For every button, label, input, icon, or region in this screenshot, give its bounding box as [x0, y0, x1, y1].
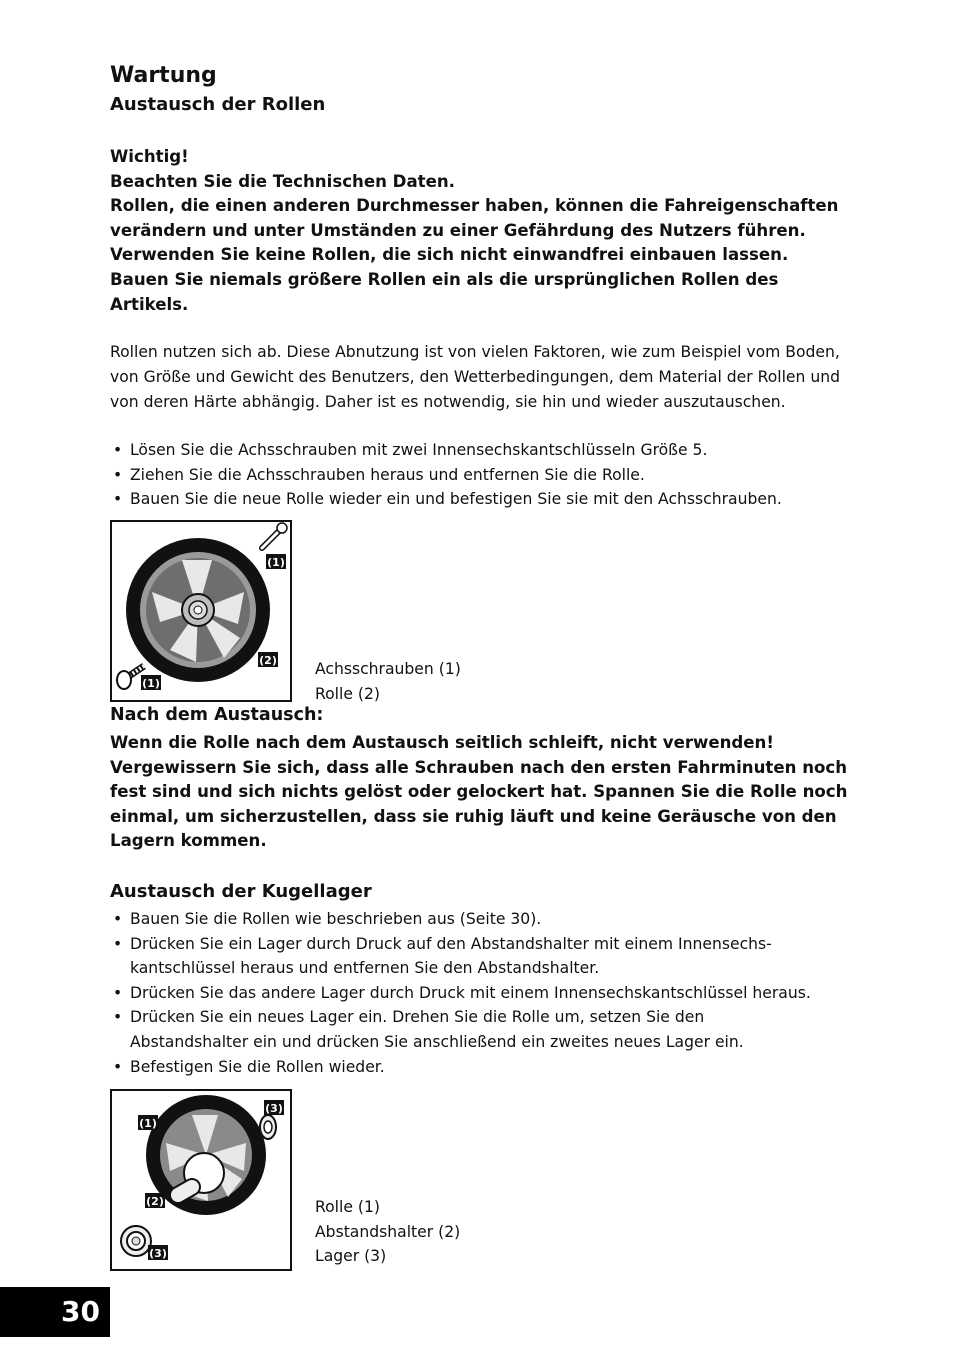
- after-block: [110, 731, 910, 854]
- bearing-icon: [121, 1226, 151, 1256]
- caption-line: Rolle (2): [315, 684, 380, 703]
- caption-line: Achsschrauben (1): [315, 660, 461, 678]
- after-line: einmal, um sicherzustellen, dass sie ruhig läuft und keine Geräusche von den: [110, 806, 837, 826]
- warning-line: Bauen Sie niemals größere Rollen ein als die ursprünglichen Rollen des: [110, 269, 779, 289]
- screw-icon: [262, 523, 287, 548]
- intro-line: Rollen nutzen sich ab. Diese Abnutzung ist von vielen Faktoren, wie zum Beispiel vom Boden,: [110, 343, 840, 361]
- list-item: • Drücken Sie das andere Lager durch Druck mit einem Innensechskantschlüssel heraus.: [110, 981, 811, 1006]
- caption-line: Rolle (1): [315, 1198, 380, 1216]
- after-line: fest sind und sich nichts gelöst oder gelockert hat. Spannen Sie die Rolle noch: [110, 782, 848, 802]
- bearing-icon: [260, 1115, 276, 1139]
- section-heading-after: Nach dem Austausch:: [110, 705, 324, 725]
- wheel-bearing-illustration: [112, 1091, 290, 1269]
- after-line: Vergewissern Sie sich, dass alle Schrauben nach den ersten Fahrminuten noch: [110, 757, 848, 777]
- section-heading-rollen: Austausch der Rollen: [110, 94, 326, 115]
- section-heading-bearings: Austausch der Kugellager: [110, 881, 372, 902]
- figure-wheel-bearings: [110, 1089, 292, 1271]
- figure1-caption: [315, 657, 461, 706]
- warning-block: [110, 145, 910, 317]
- intro-line: von Größe und Gewicht des Benutzers, den Wetterbedingungen, dem Material der Rollen und: [110, 367, 841, 386]
- steps-list-bearings: [110, 907, 811, 1079]
- after-line: Wenn die Rolle nach dem Austausch seitlich schleift, nicht verwenden!: [110, 733, 774, 752]
- page-number: 30: [0, 1287, 110, 1337]
- warning-line: Beachten Sie die Technischen Daten.: [110, 171, 455, 191]
- figure-label: (3): [149, 1247, 167, 1260]
- warning-line: Artikels.: [110, 294, 189, 314]
- list-item: • Bauen Sie die neue Rolle wieder ein und befestigen Sie sie mit den Achsschrauben.: [110, 487, 782, 512]
- intro-line: von deren Härte abhängig. Daher ist es notwendig, sie hin und wieder auszutauschen.: [110, 392, 786, 411]
- caption-line: Lager (3): [315, 1247, 387, 1266]
- list-item: • Lösen Sie die Achsschrauben mit zwei Innensechskantschlüsseln Größe 5.: [110, 438, 782, 463]
- list-item: • Drücken Sie ein neues Lager ein. Drehen Sie die Rolle um, setzen Sie den Abstandshalter ein und drücken Sie anschließend ein zweites neues Lager ein.: [110, 1005, 811, 1054]
- figure-label: (2): [259, 654, 277, 667]
- figure-label: (3): [265, 1102, 283, 1115]
- figure-label: (1): [139, 1117, 157, 1130]
- caption-line: Abstandshalter (2): [315, 1222, 461, 1241]
- warning-line: Rollen, die einen anderen Durchmesser haben, können die Fahreigenschaften: [110, 196, 839, 216]
- list-item: • Befestigen Sie die Rollen wieder.: [110, 1055, 811, 1080]
- after-line: Lagern kommen.: [110, 831, 267, 851]
- list-item: • Drücken Sie ein Lager durch Druck auf den Abstandshalter mit einem Innensechs- kantschlüssel heraus und entfernen Sie den Abstandshalter.: [110, 932, 811, 981]
- warning-line: Verwenden Sie keine Rollen, die sich nicht einwandfrei einbauen lassen.: [110, 245, 789, 265]
- steps-list-rollen: [110, 438, 782, 512]
- list-item: • Bauen Sie die Rollen wie beschrieben aus (Seite 30).: [110, 907, 811, 932]
- warning-line: verändern und unter Umständen zu einer Gefährdung des Nutzers führen.: [110, 220, 806, 240]
- list-item: • Ziehen Sie die Achsschrauben heraus und entfernen Sie die Rolle.: [110, 463, 782, 488]
- figure2-caption: [315, 1195, 460, 1269]
- figure-label: (2): [146, 1195, 164, 1208]
- intro-paragraph: [110, 340, 910, 414]
- figure-label: (1): [267, 556, 285, 569]
- figure-wheel-axle: [110, 520, 292, 702]
- wheel-illustration: [112, 522, 290, 700]
- figure-label: (1): [142, 677, 160, 690]
- warning-line: Wichtig!: [110, 147, 189, 166]
- spacer-icon: [178, 1187, 192, 1195]
- page-title: Wartung: [110, 63, 217, 88]
- bolt-icon: [117, 666, 144, 689]
